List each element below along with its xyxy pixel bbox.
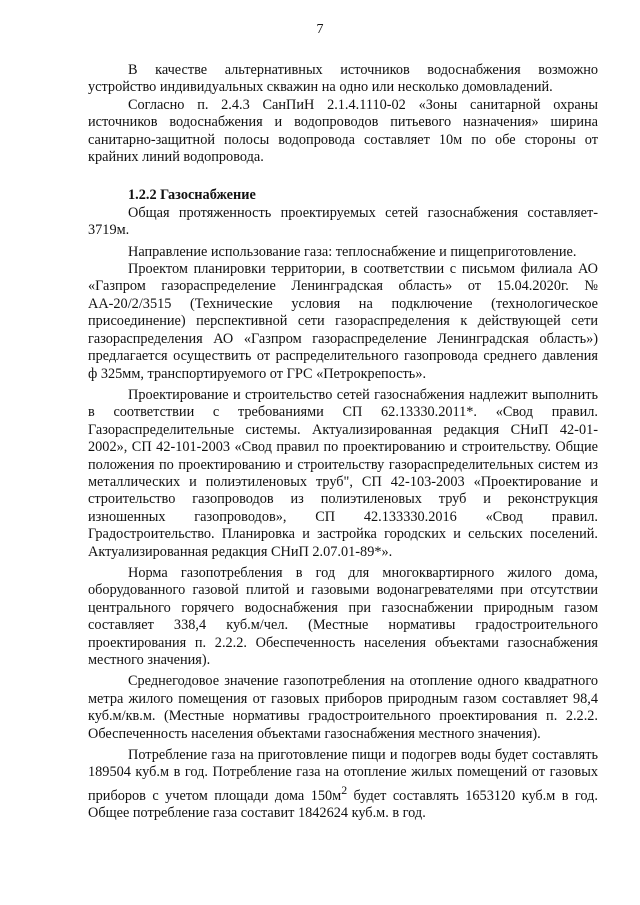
square-meter-superscript: 2 (341, 782, 348, 797)
paragraph-average-consumption: Среднегодовое значение газопотребления на отопление одного квадратного метра жилого помещения от газовых приборов природным газом составляет 98,4 куб.м/кв.м. (Местные нормативы градостроительного проектирования п. 2.2.2. Обеспеченность населения объектами газоснабжения местного значения). (88, 673, 598, 742)
page-content (88, 62, 598, 822)
paragraph-design-standards: Проектирование и строительство сетей газоснабжения надлежит выполнить в соответствии с требованиями СП 62.13330.2011*. «Свод правил. Газораспределительные системы. Актуализированная редакция СНиП 42-01-2002», СП 42-101-2003 «Свод правил по проектированию и строительству. Общие положения по проектированию и строительству газораспределительных систем из металлических и полиэтиленовых труб", СП 42-103-2003 «Проектирование и строительство газопроводов из полиэтиленовых труб и реконструкция изношенных газопроводов», СП 42.133330.2016 «Свод правил. Градостроительство. Планировка и застройка городских и сельских поселений. Актуализированная редакция СНиП 2.07.01-89*». (88, 386, 598, 560)
paragraph-network-length: Общая протяженность проектируемых сетей газоснабжения составляет- 3719м. (88, 204, 598, 239)
paragraph-alternative-sources: В качестве альтернативных источников водоснабжения возможно устройство индивидуальных скважин на одно или несколько домовладений. (88, 62, 598, 96)
consumption-text-start: Потребление газа на приготовление пищи и подогрев воды будет составлять 189504 куб.м в год. Потребление газа на отопление жилых помещений от газовых приборов с учетом площади дома 150м (88, 747, 598, 804)
paragraph-sanitary-zone: Согласно п. 2.4.3 СанПиН 2.1.4.1110-02 «Зоны санитарной охраны источников водоснабжения и водопроводов питьевого назначения» ширина санитарно-защитной полосы водопровода составляет 10м по обе стороны от крайних линий водопровода. (88, 96, 598, 166)
paragraph-consumption-norm: Норма газопотребления в год для многоквартирного жилого дома, оборудованного газовой плитой и газовыми водонагревателями при отсутствии центрального горячего водоснабжения при газоснабжении природным газом составляет 338,4 куб.м/чел. (Местные нормативы градостроительного проектирования п. 2.2.2. Обеспеченность населения объектами газоснабжения местного значения). (88, 564, 598, 668)
paragraph-planning-project: Проектом планировки территории, в соответствии с письмом филиала АО «Газпром газораспределение Ленинградская область» от 15.04.2020г. № АА-20/2/3515 (Технические условия на подключение (технологическое присоединение) перспективной сети газораспределения к действующей сети газораспределения АО «Газпром газораспределение Ленинградская область») предлагается осуществить от распределительного газопровода среднего давления ф 325мм, транспортируемого от ГРС «Петрокрепость». (88, 261, 598, 382)
paragraph-gas-usage: Направление использование газа: теплоснабжение и пищеприготовление. (128, 243, 577, 260)
consumption-text-end: будет составлять 1653120 куб.м в год. Общее потребление газа составит 1842624 куб.м. в год. (88, 787, 598, 822)
paragraph-total-consumption (88, 747, 598, 822)
section-heading: 1.2.2 Газоснабжение (128, 187, 256, 204)
page-number: 7 (316, 22, 324, 37)
